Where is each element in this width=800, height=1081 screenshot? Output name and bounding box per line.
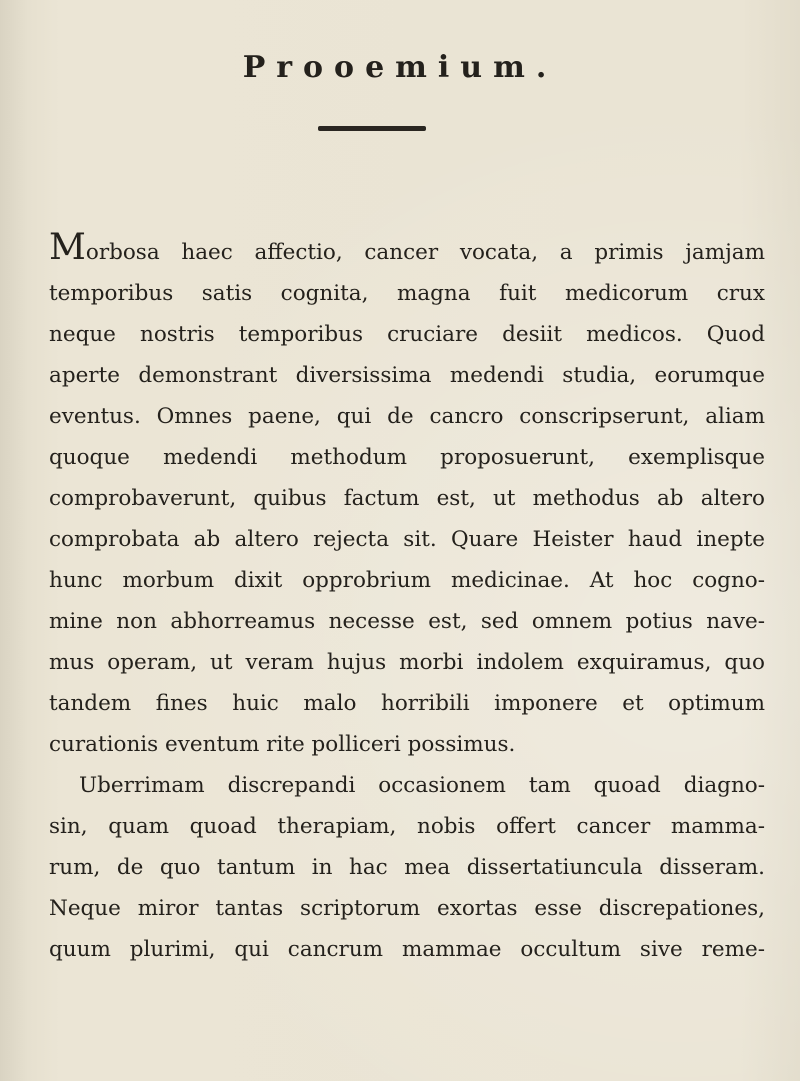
text-line: neque nostris temporibus cruciare desiit medicos. Quod — [49, 322, 765, 347]
text-line: quum plurimi, qui cancrum mammae occultum sive reme- — [49, 937, 765, 962]
text-line: rum, de quo tantum in hac mea dissertatiuncula disseram. — [49, 855, 765, 880]
text-line: comprobaverunt, quibus factum est, ut methodus ab altero — [49, 486, 765, 511]
body-text — [49, 227, 765, 970]
text-line: sin, quam quoad therapiam, nobis offert cancer mamma- — [49, 814, 765, 839]
text-line: aperte demonstrant diversissima medendi studia, eorumque — [49, 363, 765, 388]
text-line: comprobata ab altero rejecta sit. Quare Heister haud inepte — [49, 527, 765, 552]
text-line: mus operam, ut veram hujus morbi indolem exquiramus, quo — [49, 650, 765, 675]
text-line: quoque medendi methodum proposuerunt, exemplisque — [49, 445, 765, 470]
text-line-1-rest: orbosa haec affectio, cancer vocata, a primis jamjam — [85, 240, 765, 265]
drop-capital: M — [49, 227, 86, 268]
text-line-paragraph-end: curationis eventum rite polliceri possimus. — [49, 732, 516, 757]
text-line-paragraph-start: Uberrimam discrepandi occasionem tam quoad diagno- — [79, 773, 765, 798]
ornamental-rule — [318, 126, 426, 131]
text-line: hunc morbum dixit opprobrium medicinae. At hoc cogno- — [49, 568, 765, 593]
text-line: mine non abhorreamus necesse est, sed omnem potius nave- — [49, 609, 765, 634]
text-line: tandem fines huic malo horribili imponere et optimum — [49, 691, 765, 716]
page-title: Prooemium. — [242, 50, 558, 85]
text-line-1 — [49, 227, 765, 273]
text-line: Neque miror tantas scriptorum exortas esse discrepationes, — [49, 896, 765, 921]
text-line: temporibus satis cognita, magna fuit medicorum crux — [49, 281, 765, 306]
text-line: eventus. Omnes paene, qui de cancro conscripserunt, aliam — [49, 404, 765, 429]
